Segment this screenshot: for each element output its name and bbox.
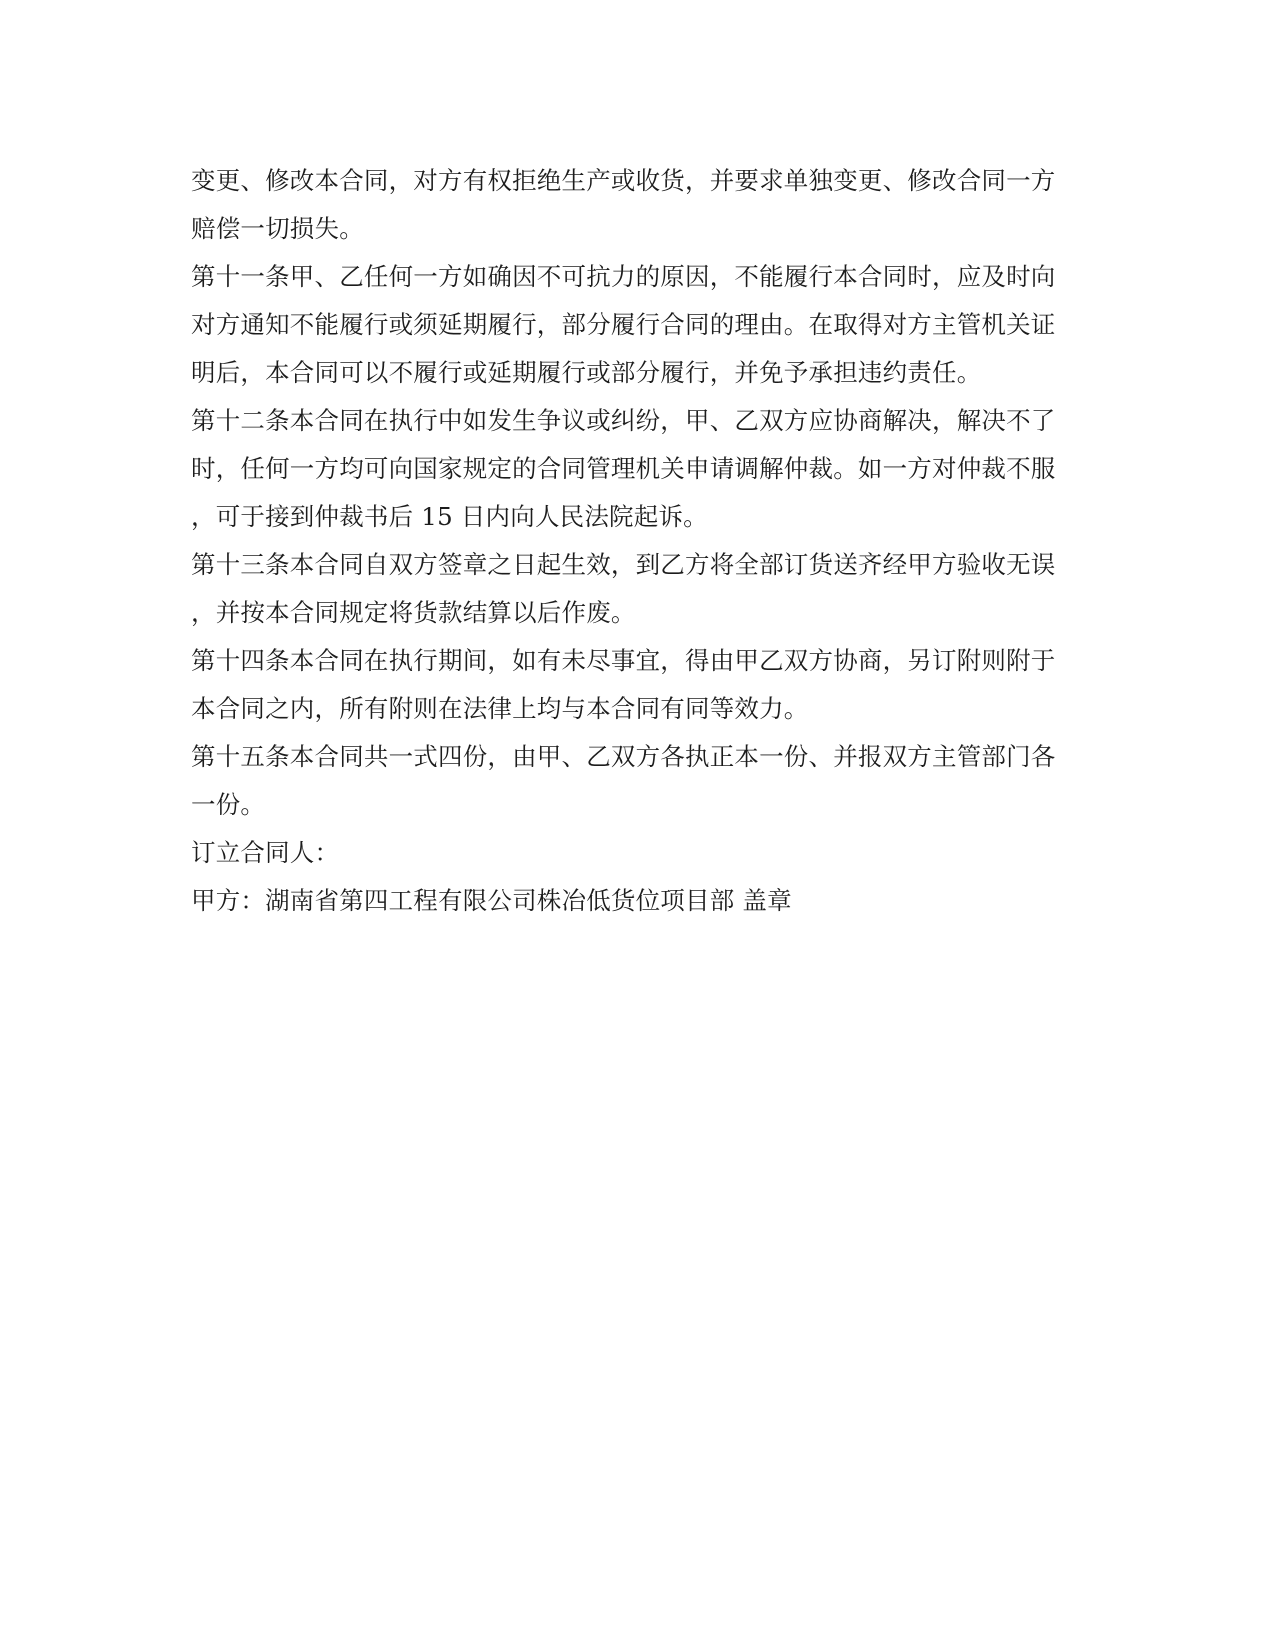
clause-12-line-1: 第十二条本合同在执行中如发生争议或纠纷，甲、乙双方应协商解决，解决不了 [191, 406, 1056, 435]
clause-13-line-2: ，并按本合同规定将货款结算以后作废。 [191, 598, 636, 627]
clause-12-line-3: ，可于接到仲裁书后 15 日内向人民法院起诉。 [191, 502, 708, 531]
clause-11-line-1: 第十一条甲、乙任何一方如确因不可抗力的原因，不能履行本合同时，应及时向 [191, 262, 1056, 291]
clause-11-line-2: 对方通知不能履行或须延期履行，部分履行合同的理由。在取得对方主管机关证 [191, 310, 1056, 339]
signatories-heading: 订立合同人： [191, 838, 340, 867]
clause-13-line-1: 第十三条本合同自双方签章之日起生效，到乙方将全部订货送齐经甲方验收无误 [191, 550, 1056, 579]
clause-14-line-2: 本合同之内，所有附则在法律上均与本合同有同等效力。 [191, 694, 809, 723]
clause-12-line-2: 时，任何一方均可向国家规定的合同管理机关申请调解仲裁。如一方对仲裁不服 [191, 454, 1056, 483]
clause-14-line-1: 第十四条本合同在执行期间，如有未尽事宜，得由甲乙双方协商，另订附则附于 [191, 646, 1056, 675]
text-line-1: 变更、修改本合同，对方有权拒绝生产或收货，并要求单独变更、修改合同一方 [191, 166, 1056, 195]
party-a-line: 甲方：湖南省第四工程有限公司株冶低货位项目部 盖章 [191, 886, 792, 915]
clause-11-line-3: 明后，本合同可以不履行或延期履行或部分履行，并免予承担违约责任。 [191, 358, 982, 387]
text-line-2: 赔偿一切损失。 [191, 214, 364, 243]
clause-15-line-1: 第十五条本合同共一式四份，由甲、乙双方各执正本一份、并报双方主管部门各 [191, 742, 1056, 771]
clause-15-line-2: 一份。 [191, 790, 266, 819]
contract-body [191, 157, 1091, 925]
